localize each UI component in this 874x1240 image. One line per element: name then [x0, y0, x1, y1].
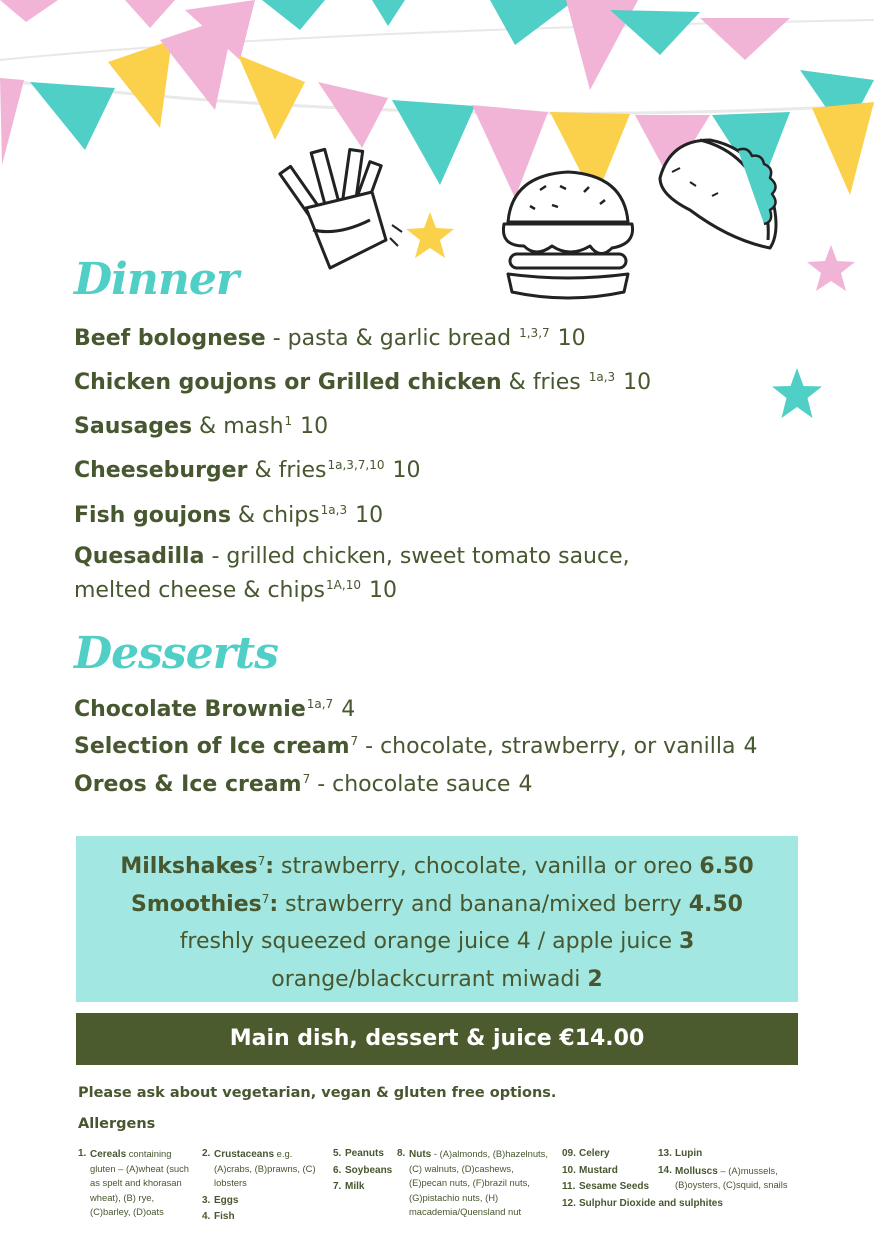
item-price: 10	[355, 503, 384, 528]
allergen-name: Mustard	[579, 1164, 618, 1176]
allergen-column	[78, 1147, 190, 1223]
allergen-codes: 1a,3	[588, 370, 616, 384]
allergen-number: 4.	[202, 1211, 211, 1222]
meal-deal-banner: Main dish, dessert & juice €14.00	[76, 1013, 798, 1065]
item-description: - chocolate sauce	[310, 772, 511, 797]
item-price: 4	[518, 772, 533, 797]
allergen-number: 3.	[202, 1194, 211, 1206]
allergen-item	[202, 1194, 322, 1208]
item-description: - grilled chicken, sweet tomato sauce,	[204, 544, 630, 569]
allergen-item	[397, 1147, 549, 1220]
drink-price: 3	[679, 929, 695, 954]
item-price: 10	[300, 414, 329, 439]
allergen-column	[333, 1147, 393, 1197]
allergen-codes: 7	[261, 891, 270, 906]
allergen-item	[202, 1210, 322, 1224]
item-description: melted cheese & chips	[74, 578, 326, 603]
allergen-name: Sulphur Dioxide and sulphites	[579, 1197, 723, 1209]
item-name: Selection of Ice cream	[74, 734, 350, 759]
dietary-note: Please ask about vegetarian, vegan & gluten free options.	[78, 1085, 557, 1101]
allergen-number: 7.	[333, 1181, 342, 1192]
allergen-item	[78, 1147, 190, 1220]
allergen-codes: 7	[350, 734, 359, 748]
drink-description: strawberry, chocolate, vanilla or oreo	[274, 854, 700, 879]
drinks-panel	[76, 836, 798, 1002]
allergen-number: 6.	[333, 1164, 342, 1176]
item-description: & fries	[247, 458, 327, 483]
menu-item	[74, 499, 383, 533]
drink-price: 4.50	[688, 891, 743, 917]
fries-icon	[280, 149, 402, 268]
allergen-column	[397, 1147, 549, 1223]
item-name: Fish goujons	[74, 503, 231, 528]
item-price: 10	[392, 458, 421, 483]
allergen-codes: 1A,10	[326, 578, 361, 592]
allergen-item	[658, 1164, 788, 1193]
allergen-item	[658, 1147, 788, 1161]
menu-item	[74, 322, 586, 356]
smoothies-line	[76, 886, 798, 924]
allergen-number: 2.	[202, 1148, 211, 1159]
allergen-codes: 7	[302, 772, 311, 786]
item-price: 10	[368, 578, 397, 603]
allergen-detail: e.g. (A)crabs, (B)prawns, (C) lobsters	[214, 1148, 316, 1188]
allergen-name: Milk	[345, 1181, 365, 1192]
burger-icon	[503, 172, 632, 298]
milkshakes-line	[76, 848, 798, 886]
allergens-heading: Allergens	[78, 1116, 156, 1132]
drink-description: orange/blackcurrant miwadi	[271, 966, 588, 992]
menu-item	[74, 693, 355, 727]
item-description: - chocolate, strawberry, or vanilla	[358, 734, 736, 759]
menu-item	[74, 768, 532, 802]
star-icon	[406, 212, 454, 258]
drink-description: strawberry and banana/mixed berry	[278, 891, 689, 917]
allergen-name: Soybeans	[345, 1164, 393, 1176]
allergen-number: 5.	[333, 1148, 342, 1159]
item-name: Chicken goujons or Grilled chicken	[74, 370, 502, 395]
allergen-codes: 1a,3	[320, 503, 348, 517]
desserts-heading: Desserts	[74, 628, 278, 679]
item-price: 10	[557, 326, 586, 351]
allergen-name: Celery	[579, 1148, 610, 1159]
item-name: Cheeseburger	[74, 458, 248, 483]
allergen-number: 14.	[658, 1164, 672, 1176]
allergen-detail: - (A)almonds, (B)hazelnuts, (C) walnuts, (D)cashews, (E)pecan nuts, (F)brazil nuts, (G)pistachio nuts, (H) macademia/Quensland nut	[409, 1148, 548, 1217]
item-name: Chocolate Brownie	[74, 697, 306, 722]
allergen-name: Lupin	[675, 1148, 703, 1159]
allergen-name: Crustaceans	[214, 1149, 275, 1160]
drink-price: 6.50	[699, 854, 754, 879]
allergen-name: Eggs	[214, 1194, 239, 1206]
taco-icon	[660, 140, 776, 248]
allergen-detail: containing gluten – (A)wheat (such as spelt and khorasan wheat), (B) rye, (C)barley, (D)oats	[90, 1148, 190, 1217]
allergen-number: 12.	[562, 1197, 576, 1209]
allergen-item	[333, 1180, 393, 1194]
star-icon	[770, 368, 824, 420]
item-price: 10	[623, 370, 652, 395]
allergen-item	[333, 1147, 393, 1161]
star-icon	[807, 245, 855, 291]
allergen-item	[202, 1147, 322, 1191]
menu-item	[74, 366, 651, 400]
allergen-number: 1.	[78, 1148, 87, 1159]
drink-label: Milkshakes	[120, 854, 258, 879]
item-description: & mash	[192, 414, 284, 439]
drink-colon: :	[269, 891, 279, 917]
allergen-codes: 1,3,7	[519, 326, 550, 340]
menu-item	[74, 454, 420, 488]
miwadi-line	[76, 961, 798, 999]
menu-item	[74, 540, 630, 608]
drink-description: freshly squeezed orange juice 4 / apple juice	[179, 929, 679, 954]
allergen-number: 10.	[562, 1164, 576, 1176]
allergen-item	[333, 1164, 393, 1178]
drink-price: 2	[587, 966, 603, 992]
item-description: & chips	[230, 503, 320, 528]
allergen-name: Fish	[214, 1211, 235, 1222]
menu-item	[74, 730, 757, 764]
allergen-codes: 1	[284, 414, 293, 428]
allergen-column	[658, 1147, 788, 1196]
drink-colon: :	[265, 854, 275, 879]
allergen-codes: 7	[257, 854, 266, 868]
item-description: & fries	[501, 370, 588, 395]
allergen-name: Cereals	[90, 1149, 127, 1160]
allergen-name: Molluscs	[675, 1165, 718, 1177]
allergen-codes: 1a,3,7,10	[327, 458, 385, 472]
juice-line	[76, 923, 798, 961]
allergen-name: Nuts	[409, 1149, 432, 1160]
item-name: Sausages	[74, 414, 193, 439]
allergen-codes: 1a,7	[306, 697, 334, 711]
item-name: Quesadilla	[74, 544, 205, 569]
allergen-name: Peanuts	[345, 1148, 384, 1159]
allergen-column	[202, 1147, 322, 1227]
drink-label: Smoothies	[131, 891, 262, 917]
allergen-name: Sesame Seeds	[579, 1181, 650, 1192]
allergen-number: 09.	[562, 1148, 576, 1159]
item-description: - pasta & garlic bread	[265, 326, 519, 351]
item-price: 4	[341, 697, 356, 722]
item-name: Beef bolognese	[74, 326, 266, 351]
item-price: 4	[743, 734, 758, 759]
item-name: Oreos & Ice cream	[74, 772, 302, 797]
allergen-detail: – (A)mussels, (B)oysters, (C)squid, snails	[675, 1164, 788, 1190]
allergen-number: 13.	[658, 1148, 672, 1159]
allergen-number: 8.	[397, 1148, 406, 1159]
allergen-number: 11.	[562, 1181, 576, 1192]
dinner-heading: Dinner	[74, 254, 239, 305]
allergen-item	[562, 1197, 732, 1211]
menu-item	[74, 410, 328, 444]
